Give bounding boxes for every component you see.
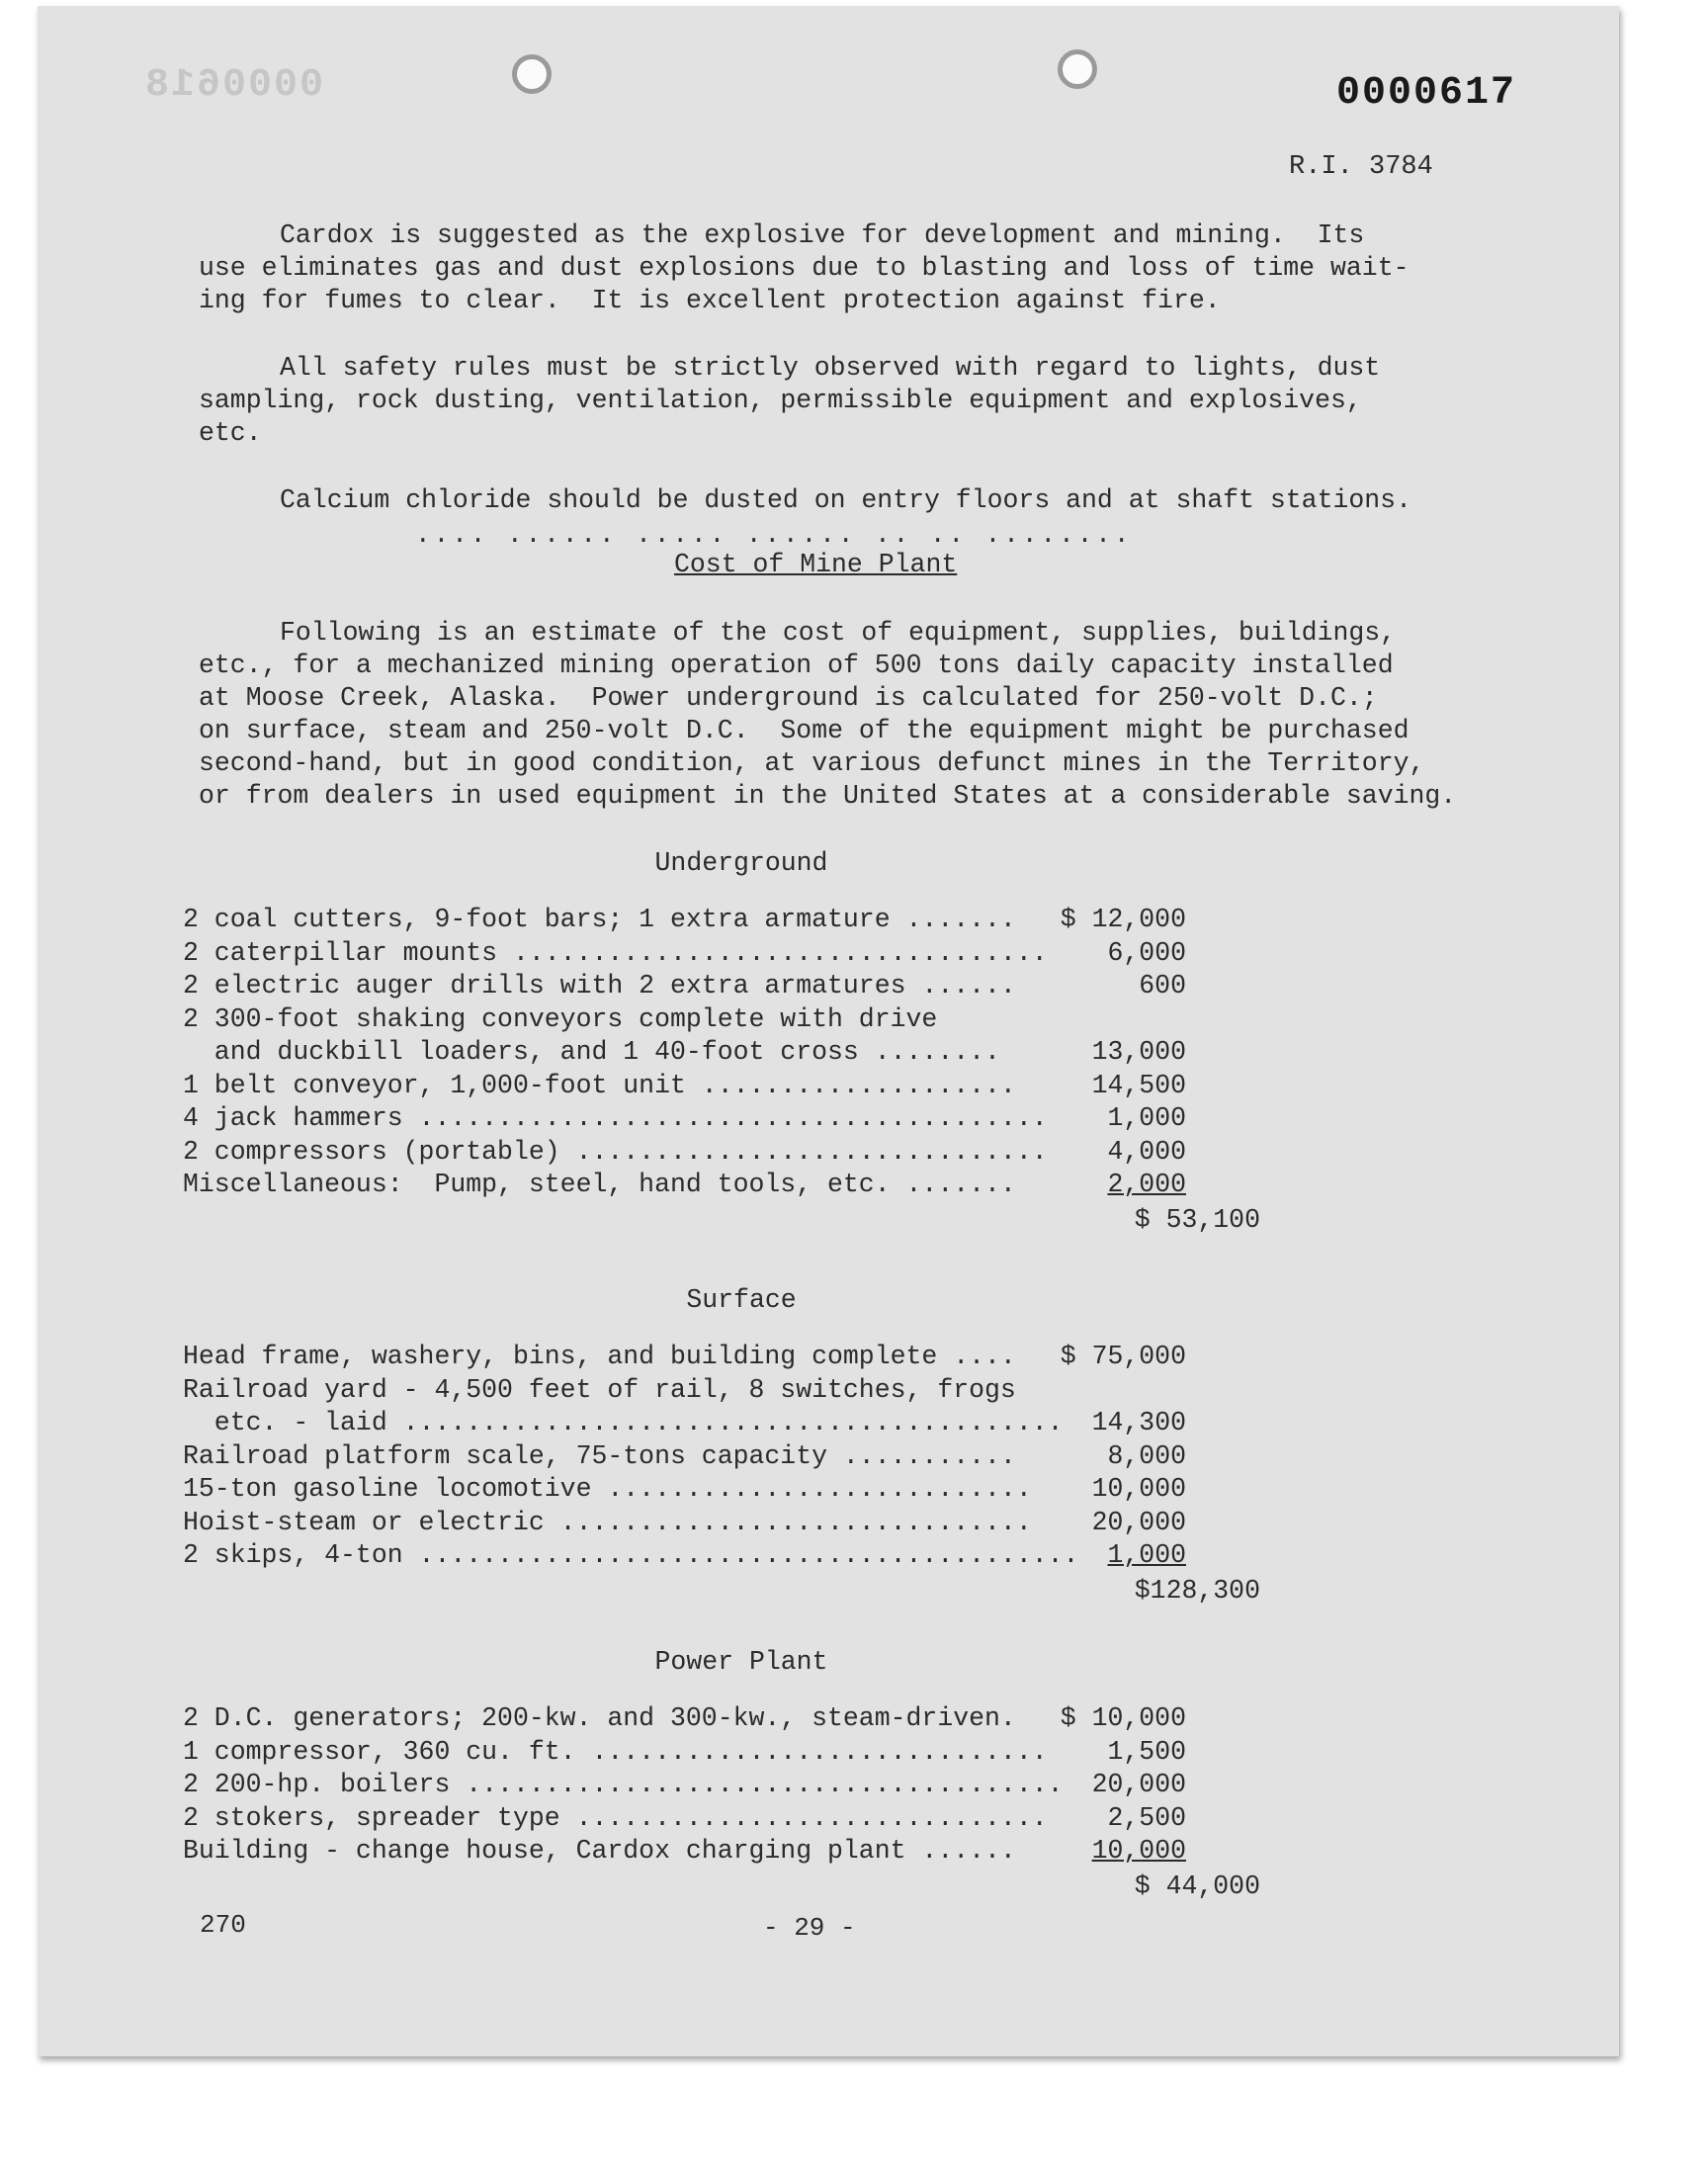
table-row bbox=[183, 1070, 1260, 1103]
item-amount: 2,000 bbox=[1107, 1170, 1186, 1199]
item-amount: 1,000 bbox=[1107, 1540, 1186, 1570]
table-row bbox=[183, 1473, 1260, 1507]
item-amount: 10,000 bbox=[1091, 1836, 1186, 1866]
item-label: 2 300-foot shaking conveyors complete with drive bbox=[183, 1003, 938, 1034]
item-amount: 600 bbox=[1139, 971, 1186, 1000]
surface-total-row bbox=[183, 1573, 1260, 1609]
paragraph-calcium: Calcium chloride should be dusted on entry floors and at shaft stations. bbox=[280, 485, 1411, 515]
table-row bbox=[183, 937, 1260, 971]
power-plant-total: $ 44,000 bbox=[1134, 1870, 1260, 1901]
item-label: Hoist-steam or electric .............................. bbox=[183, 1507, 1032, 1537]
surface-section bbox=[183, 1285, 1260, 1609]
item-label: 2 caterpillar mounts .................................. bbox=[183, 937, 1048, 968]
binder-hole-right bbox=[1058, 49, 1097, 89]
table-row bbox=[183, 1102, 1260, 1136]
item-amount: $ 10,000 bbox=[1060, 1703, 1186, 1733]
table-row bbox=[183, 1169, 1260, 1202]
table-row bbox=[183, 1769, 1260, 1802]
underground-total: $ 53,100 bbox=[1134, 1204, 1260, 1235]
table-row bbox=[183, 1136, 1260, 1170]
item-amount: 6,000 bbox=[1107, 937, 1186, 968]
table-row bbox=[183, 1003, 1260, 1037]
item-amount: 14,500 bbox=[1091, 1070, 1186, 1100]
item-label: and duckbill loaders, and 1 40-foot cross ........ bbox=[183, 1037, 1000, 1067]
item-label: 2 D.C. generators; 200-kw. and 300-kw., steam-driven. bbox=[183, 1703, 1016, 1733]
item-amount: 14,300 bbox=[1091, 1408, 1186, 1437]
dotted-separator: .... ...... ..... ...... .. .. ........ bbox=[415, 520, 1133, 550]
document-number: 0000617 bbox=[1336, 71, 1517, 116]
table-row bbox=[183, 1702, 1260, 1736]
item-label: 2 coal cutters, 9-foot bars; 1 extra armature ....... bbox=[183, 905, 1016, 934]
item-amount: 20,000 bbox=[1091, 1507, 1186, 1537]
item-amount: 20,000 bbox=[1091, 1770, 1186, 1799]
item-amount: 1,500 bbox=[1107, 1736, 1186, 1767]
paragraph-cardox: Cardox is suggested as the explosive for development and mining. Its use eliminates gas and dust explosions due to blasting and loss of time wait- ing for fumes to clear. It is excellent protection against fire. bbox=[199, 220, 1409, 315]
page-number: - 29 - bbox=[763, 1913, 856, 1943]
item-label: 4 jack hammers ........................................ bbox=[183, 1103, 1048, 1133]
item-amount: 1,000 bbox=[1107, 1103, 1186, 1133]
intro-paragraph: Following is an estimate of the cost of equipment, supplies, buildings, etc., for a mechanized mining operation of 500 tons daily capacity installed at Moose Creek, Alaska. Power underground is calculated for 250-volt D.C.; on surface, steam and 250-volt D.C. Some of the equipment might be purchased second-hand, but in good condition, at various defunct mines in the Territory, or from dealers in used equipment in the United States at a considerable saving. bbox=[199, 618, 1457, 811]
section-heading: Cost of Mine Plant bbox=[674, 550, 958, 579]
item-label: 1 belt conveyor, 1,000-foot unit .................... bbox=[183, 1070, 1016, 1100]
report-id: R.I. 3784 bbox=[1289, 152, 1433, 182]
underground-total-row bbox=[183, 1202, 1260, 1238]
item-amount: 4,000 bbox=[1107, 1136, 1186, 1167]
item-label: etc. - laid .......................................... bbox=[183, 1408, 1064, 1437]
item-amount: 13,000 bbox=[1091, 1037, 1186, 1067]
surface-table bbox=[183, 1341, 1260, 1573]
item-label: 2 electric auger drills with 2 extra armatures ...... bbox=[183, 971, 1016, 1000]
table-row bbox=[183, 1341, 1260, 1374]
table-row bbox=[183, 1835, 1260, 1869]
table-row bbox=[183, 1036, 1260, 1070]
item-label: 2 200-hp. boilers ...................................... bbox=[183, 1770, 1064, 1799]
binder-hole-left bbox=[512, 54, 552, 94]
underground-section bbox=[183, 848, 1260, 1238]
table-row bbox=[183, 970, 1260, 1003]
table-row bbox=[183, 1440, 1260, 1474]
item-amount: 8,000 bbox=[1107, 1440, 1186, 1471]
table-row bbox=[183, 1407, 1260, 1440]
item-amount: 2,500 bbox=[1107, 1802, 1186, 1833]
item-amount: $ 12,000 bbox=[1060, 905, 1186, 934]
table-row bbox=[183, 1736, 1260, 1770]
table-row bbox=[183, 904, 1260, 937]
power-plant-total-row bbox=[183, 1869, 1260, 1904]
item-amount: 10,000 bbox=[1091, 1474, 1186, 1504]
item-label: 15-ton gasoline locomotive ........................... bbox=[183, 1474, 1032, 1504]
underground-title: Underground bbox=[654, 848, 828, 878]
table-row bbox=[183, 1374, 1260, 1408]
item-label: 2 compressors (portable) .............................. bbox=[183, 1136, 1048, 1167]
power-plant-title: Power Plant bbox=[654, 1647, 828, 1677]
item-label: Miscellaneous: Pump, steel, hand tools, etc. ....... bbox=[183, 1170, 1016, 1199]
paragraph-safety: All safety rules must be strictly observed with regard to lights, dust sampling, rock dusting, ventilation, permissible equipment and explosives, etc. bbox=[199, 353, 1381, 448]
item-label: 2 stokers, spreader type .............................. bbox=[183, 1802, 1048, 1833]
footer-number: 270 bbox=[200, 1910, 246, 1940]
table-row bbox=[183, 1539, 1260, 1573]
underground-table bbox=[183, 904, 1260, 1202]
surface-total: $128,300 bbox=[1134, 1575, 1260, 1606]
item-label: 2 skips, 4-ton .......................................... bbox=[183, 1540, 1079, 1570]
item-label: Railroad yard - 4,500 feet of rail, 8 switches, frogs bbox=[183, 1374, 1016, 1405]
surface-title: Surface bbox=[686, 1285, 797, 1315]
item-label: Head frame, washery, bins, and building complete .... bbox=[183, 1342, 1016, 1371]
item-label: 1 compressor, 360 cu. ft. ............................. bbox=[183, 1736, 1048, 1767]
power-plant-table bbox=[183, 1702, 1260, 1869]
table-row bbox=[183, 1507, 1260, 1540]
power-plant-section bbox=[183, 1647, 1260, 1904]
item-label: Building - change house, Cardox charging plant ...... bbox=[183, 1836, 1016, 1866]
table-row bbox=[183, 1802, 1260, 1836]
item-amount: $ 75,000 bbox=[1060, 1342, 1186, 1371]
item-label: Railroad platform scale, 75-tons capacity ........... bbox=[183, 1440, 1016, 1471]
bleed-through-number: 0000618 bbox=[143, 63, 324, 108]
